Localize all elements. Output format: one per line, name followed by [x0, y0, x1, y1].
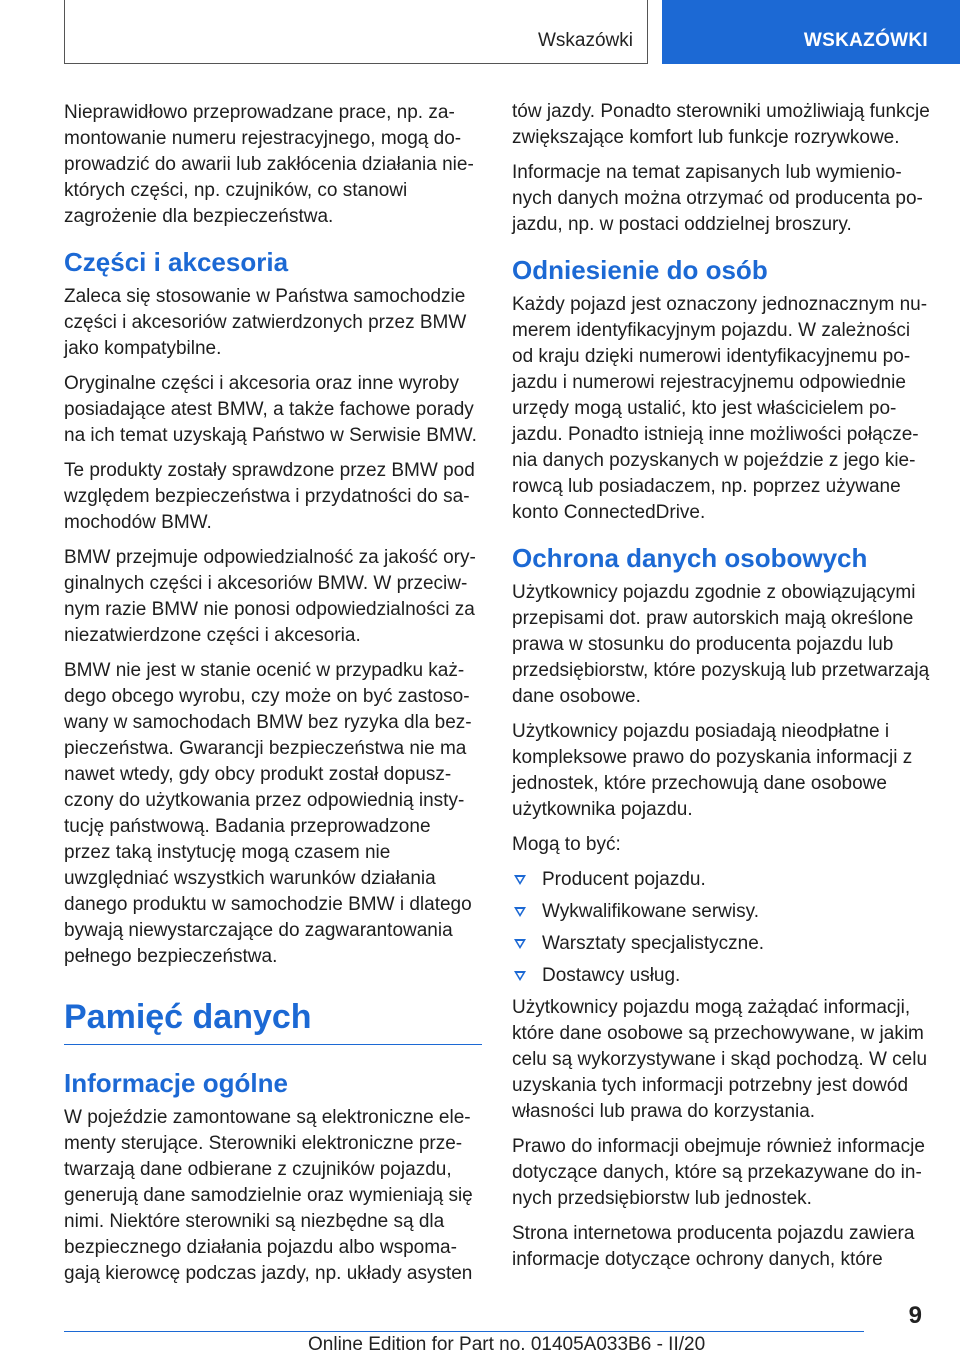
- right-column: [512, 99, 930, 1282]
- general-paragraph-2: Informacje na temat zapisanych lub wymienionych danych można otrzymać od producenta pojazdu, np. w postaci oddzielnej broszury.: [512, 162, 923, 235]
- left-column: [64, 100, 482, 1296]
- header-section-label: Wskazówki: [537, 30, 633, 51]
- protection-paragraph: Użytkownicy pojazdu posiadają nieodpłatne i kompleksowe prawo do pozyskania informacji z jednostek, które przechowują dane osobowe użytkownika pojazdu.: [512, 721, 913, 820]
- list-item-text: Warsztaty specjalistyczne.: [542, 933, 765, 954]
- list-item: [512, 899, 930, 925]
- triangle-bullet-icon: [514, 907, 526, 917]
- page-number: 9: [908, 1302, 922, 1329]
- data-recipients-list: [512, 867, 930, 989]
- footer-edition-text: Online Edition for Part no. 01405A033B6 - II/20: [308, 1334, 706, 1355]
- general-paragraph: W pojeździe zamontowane są elektroniczne elementy sterujące. Sterowniki elektroniczne przetwarzają dane odbierane z czujników pojazdu, generują dane samodzielnie oraz wymieniają się nimi. Niektóre sterowniki są niezbędne są dla bezpiecznego działania pojazdu albo wspomagają kierowcę podczas jazdy, np. układy asysten: [64, 1107, 473, 1284]
- header-section-box: [64, 0, 648, 64]
- parts-paragraph: Te produkty zostały sprawdzone przez BMW pod względem bezpieczeństwa i przydatności do samochodów BMW.: [64, 460, 475, 533]
- general-heading: Informacje ogólne: [64, 1068, 288, 1098]
- header-tab-label: WSKAZÓWKI: [803, 30, 928, 51]
- website-paragraph: Strona internetowa producenta pojazdu zawiera informacje dotyczące ochrony danych, które: [512, 1223, 915, 1270]
- list-item-text: Producent pojazdu.: [542, 869, 706, 890]
- protection-heading: Ochrona danych osobowych: [512, 543, 868, 573]
- access-request-paragraph: Użytkownicy pojazdu mogą zażądać informacji, które dane osobowe są przechowywane, w jakim celu są wykorzystywane i skąd pochodzą. W celu uzyskania tych informacji potrzebny jest dowód własności lub prawa do korzystania.: [512, 997, 928, 1122]
- memory-heading: Pamięć danych: [64, 996, 482, 1045]
- list-intro: Mogą to być:: [512, 834, 621, 855]
- parts-paragraph: Zaleca się stosowanie w Państwa samochodzie części i akcesoriów zatwierdzonych przez BMW jako kompatybilne.: [64, 286, 467, 359]
- header-chapter-tab[interactable]: [662, 0, 960, 64]
- intro-paragraph: Nieprawidłowo przeprowadzane prace, np. zamontowanie numeru rejestracyjnego, mogą doprowadzić do awarii lub zakłócenia działania niektórych części, np. czujników, co stanowi zagrożenie dla bezpieczeństwa.: [64, 102, 474, 227]
- parts-heading: Części i akcesoria: [64, 247, 289, 277]
- list-item: [512, 931, 930, 957]
- list-item-text: Wykwalifikowane serwisy.: [542, 901, 759, 922]
- access-scope-paragraph: Prawo do informacji obejmuje również informacje dotyczące danych, które są przekazywane do innych przedsiębiorstw lub jednostek.: [512, 1136, 925, 1209]
- triangle-bullet-icon: [514, 939, 526, 949]
- list-item: [512, 867, 930, 893]
- parts-paragraph: BMW przejmuje odpowiedzialność za jakość oryginalnych części i akcesoriów BMW. W przeciwnym razie BMW nie ponosi odpowiedzialności za niezatwierdzone części i akcesoria.: [64, 547, 476, 646]
- parts-paragraph: BMW nie jest w stanie ocenić w przypadku każdego obcego wyrobu, czy może on być zastosowany w samochodach BMW bez ryzyka dla bezpieczeństwa. Gwarancji bezpieczeństwa nie ma nawet wtedy, gdy obcy produkt został dopuszczony do użytkowania przez odpowiednią instytucję państwową. Badania przeprowadzone przez taką instytucję mogą czasem nie uwzględniać wszystkich warunków działania danego produktu w samochodzie BMW i dlatego bywają niewystarczające do zagwarantowania pełnego bezpieczeństwa.: [64, 660, 472, 967]
- persons-heading: Odniesienie do osób: [512, 255, 768, 285]
- list-item-text: Dostawcy usług.: [542, 965, 681, 986]
- persons-paragraph: Każdy pojazd jest oznaczony jednoznacznym numerem identyfikacyjnym pojazdu. W zależności od kraju dzięki numerowi identyfikacyjnemu pojazdu i numerowi rejestracyjnemu odpowiednie urzędy mogą ustalić, kto jest właścicielem pojazdu. Ponadto istnieją inne możliwości połączenia danych pozyskanych w pojeździe z jego kierowcą lub posiadaczem, np. poprzez używane konto ConnectedDrive.: [512, 294, 928, 523]
- footer-divider: [64, 1331, 864, 1332]
- parts-paragraph: Oryginalne części i akcesoria oraz inne wyroby posiadające atest BMW, a także fachowe porady na ich temat uzyskają Państwo w Serwisie BMW.: [64, 373, 477, 446]
- general-paragraph-continued: tów jazdy. Ponadto sterowniki umożliwiają funkcje zwiększające komfort lub funkcje rozrywkowe.: [512, 101, 930, 148]
- protection-paragraph: Użytkownicy pojazdu zgodnie z obowiązującymi przepisami dot. praw autorskich mają określone prawa w stosunku do producenta pojazdu lub przedsiębiorstw, które pozyskują lub przetwarzają dane osobowe.: [512, 582, 930, 707]
- triangle-bullet-icon: [514, 971, 526, 981]
- triangle-bullet-icon: [514, 875, 526, 885]
- list-item: [512, 963, 930, 989]
